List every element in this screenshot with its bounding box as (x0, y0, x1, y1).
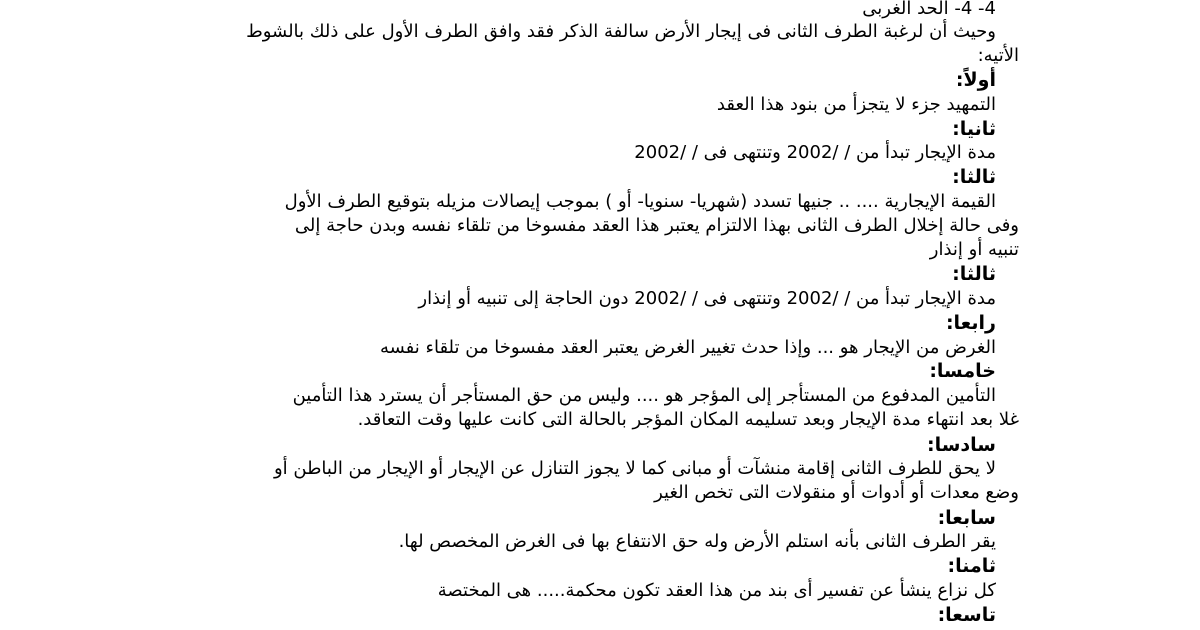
heading-fifth: خامسا: (929, 360, 996, 382)
heading-first: أولاً: (955, 69, 996, 91)
text-line-clause-4: الغرض من الإيجار هو ... وإذا حدث تغيير الغرض يعتبر العقد مفسوخا من تلقاء نفسه (379, 337, 996, 358)
text-line-clause-2: مدة الإيجار تبدأ من / /2002 وتنتهى فى / /2002 (634, 142, 996, 163)
text-line-intro: وحيث أن لرغبة الطرف الثانى فى إيجار الأرض سالفة الذكر فقد وافق الطرف الأول على ذلك بالشوط (246, 21, 996, 42)
text-line-clause-5b: غلا بعد انتهاء مدة الإيجار وبعد تسليمه المكان المؤجر بالحالة التى كانت عليها وقت التعاقد. (357, 409, 1019, 430)
text-line-clause-6b: وضع معدات أو أدوات أو منقولات التى تخص الغير (654, 482, 1019, 503)
heading-third: ثالثا: (952, 166, 996, 188)
text-line-west-boundary: 4- 4- الحد الغربى (862, 0, 996, 19)
text-line-clause-3c: تنبيه أو إنذار (929, 239, 1019, 260)
text-line-clause-6a: لا يحق للطرف الثانى إقامة منشآت أو مبانى كما لا يجوز التنازل عن الإيجار أو الإيجار من الباطن أو (273, 458, 996, 479)
text-line-clause-5a: التأمين المدفوع من المستأجر إلى المؤجر هو .... وليس من حق المستأجر أن يسترد هذا التأمين (292, 385, 996, 406)
heading-ninth: تاسعا: (937, 604, 996, 626)
heading-fourth: رابعا: (945, 312, 996, 334)
text-line-clause-3a: القيمة الإيجارية .... .. جنيها تسدد (شهريا- سنويا- أو ) بموجب إيصالات مزيله بتوقيع الطرف الأول (284, 191, 996, 212)
heading-third-repeat: ثالثا: (952, 263, 996, 285)
text-line-clause-3b: وفى حالة إخلال الطرف الثانى بهذا الالتزام يعتبر هذا العقد مفسوخا من تلقاء نفسه وبدن حاجة إلى (294, 215, 1019, 236)
text-line-clause-7: يقر الطرف الثانى بأنه استلم الأرض وله حق الانتفاع بها فى الغرض المخصص لها. (398, 531, 996, 552)
heading-eighth: ثامنا: (947, 555, 996, 577)
text-line-clause-8: كل نزاع ينشأ عن تفسير أى بند من هذا العقد تكون محكمة..... هى المختصة (437, 580, 996, 601)
text-line-clause-1: التمهيد جزء لا يتجزأ من بنود هذا العقد (716, 94, 996, 115)
text-line-intro-cont: الأتيه: (977, 45, 1019, 66)
heading-sixth: سادسا: (927, 434, 996, 456)
text-line-clause-3-repeat: مدة الإيجار تبدأ من / /2002 وتنتهى فى / /2002 دون الحاجة إلى تنبيه أو إنذار (418, 288, 996, 309)
heading-seventh: سابعا: (937, 507, 996, 529)
heading-second: ثانيا: (952, 118, 996, 140)
